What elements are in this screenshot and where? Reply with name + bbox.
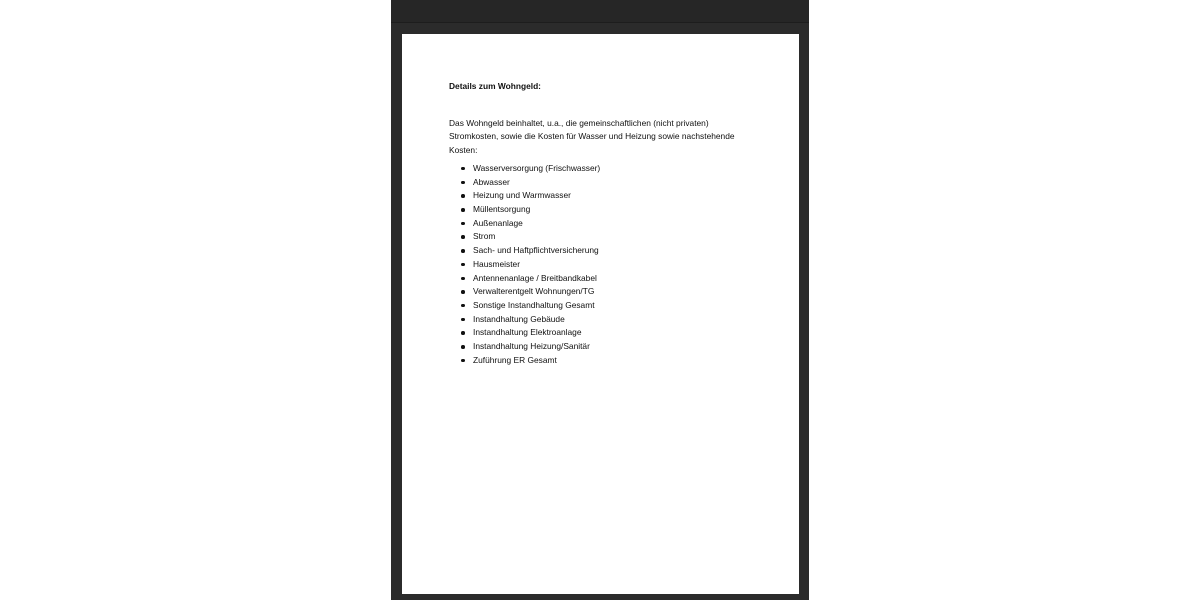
list-item [449, 340, 749, 354]
bullet-icon [461, 331, 465, 335]
list-item [449, 162, 749, 176]
list-item-label: Zuführung ER Gesamt [473, 354, 557, 365]
list-item-label: Außenanlage [473, 217, 523, 228]
list-item-label: Abwasser [473, 176, 510, 187]
bullet-icon [461, 359, 465, 363]
list-item [449, 272, 749, 286]
list-item [449, 230, 749, 244]
bullet-icon [461, 208, 465, 212]
list-item-label: Strom [473, 231, 496, 242]
list-item-label: Müllentsorgung [473, 204, 531, 214]
document-viewer [391, 0, 809, 600]
list-item [449, 326, 749, 340]
list-item-label: Wasserversorgung (Frischwasser) [473, 162, 601, 173]
list-item-label: Instandhaltung Heizung/Sanitär [473, 341, 590, 352]
bullet-icon [461, 263, 465, 267]
bullet-icon [461, 249, 465, 253]
bullet-icon [461, 235, 465, 239]
list-item-label: Heizung und Warmwasser [473, 190, 571, 201]
list-item [449, 354, 749, 368]
bullet-icon [461, 345, 465, 349]
bullet-icon [461, 194, 465, 198]
list-item-label: Instandhaltung Gebäude [473, 313, 565, 324]
bullet-icon [461, 304, 465, 308]
page-content [449, 80, 749, 367]
list-item [449, 189, 749, 203]
list-item [449, 313, 749, 327]
list-item [449, 176, 749, 190]
list-item-label: Verwalterentgelt Wohnungen/TG [473, 286, 595, 297]
list-item [449, 203, 749, 217]
list-item-label: Antennenanlage / Breitbandkabel [473, 272, 597, 283]
list-item [449, 217, 749, 231]
list-item [449, 244, 749, 258]
bullet-icon [461, 181, 465, 185]
list-item-label: Hausmeister [473, 258, 521, 269]
list-item [449, 299, 749, 313]
list-item-label: Sonstige Instandhaltung Gesamt [473, 299, 595, 310]
list-item [449, 285, 749, 299]
intro-paragraph: Das Wohngeld beinhaltet, u.a., die gemeinschaftlichen (nicht privaten) Stromkosten, sowie die Kosten für Wasser und Heizung sowie nachstehende Kosten: [449, 118, 735, 155]
list-item-label: Instandhaltung Elektroanlage [473, 327, 582, 338]
list-item-label: Sach- und Haftpflichtversicherung [473, 245, 599, 256]
bullet-icon [461, 167, 465, 171]
bullet-icon [461, 277, 465, 281]
viewer-toolbar [391, 0, 809, 23]
bullet-icon [461, 290, 465, 294]
cost-list [449, 162, 749, 368]
bullet-icon [461, 318, 465, 322]
document-page [402, 34, 799, 594]
list-item [449, 258, 749, 272]
bullet-icon [461, 222, 465, 226]
document-heading: Details zum Wohngeld: [449, 81, 541, 91]
